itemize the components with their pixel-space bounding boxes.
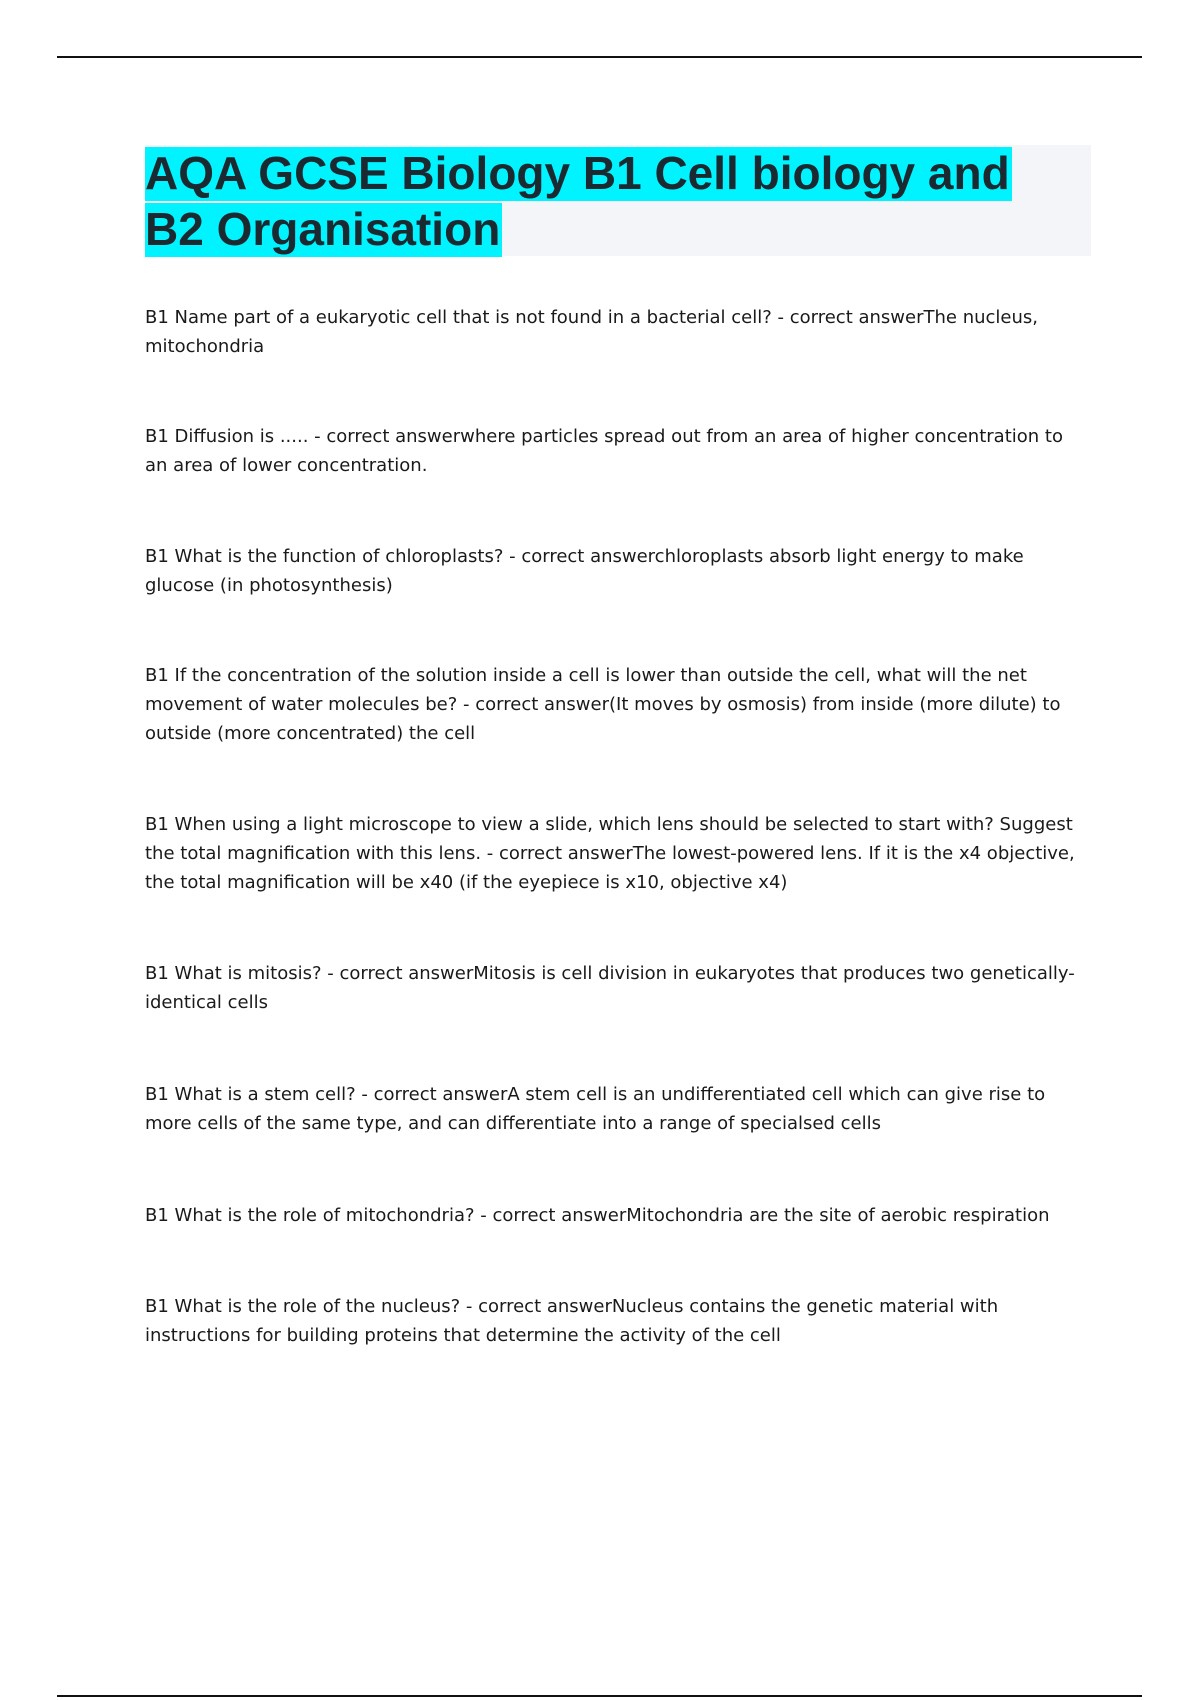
page-title-line-2: B2 Organisation bbox=[145, 203, 501, 255]
bottom-rule bbox=[57, 1695, 1142, 1697]
qa-item-6: B1 What is mitosis? - correct answerMitosis is cell division in eukaryotes that produces two genetically-identical cells bbox=[145, 963, 1075, 1013]
qa-item-4: B1 If the concentration of the solution inside a cell is lower than outside the cell, what will the net movement of water molecules be? - correct answer(It moves by osmosis) from inside (more dilute) to outside (more concentrated) the cell bbox=[145, 665, 1061, 744]
qa-item-3: B1 What is the function of chloroplasts? - correct answerchloroplasts absorb light energy to make glucose (in photosynthesis) bbox=[145, 546, 1024, 596]
page-title-line-1: AQA GCSE Biology B1 Cell biology and bbox=[145, 147, 1010, 199]
title-block bbox=[145, 145, 1091, 256]
qa-item-9: B1 What is the role of the nucleus? - correct answerNucleus contains the genetic material with instructions for building proteins that determine the activity of the cell bbox=[145, 1296, 999, 1346]
qa-item-8: B1 What is the role of mitochondria? - correct answerMitochondria are the site of aerobic respiration bbox=[145, 1205, 1050, 1226]
top-rule bbox=[57, 56, 1142, 58]
qa-item-1: B1 Name part of a eukaryotic cell that is not found in a bacterial cell? - correct answerThe nucleus, mitochondria bbox=[145, 307, 1038, 357]
qa-item-5: B1 When using a light microscope to view a slide, which lens should be selected to start with? Suggest the total magnification with this lens. - correct answerThe lowest-powered lens. If it is the x4 objective, the total magnification will be x40 (if the eyepiece is x10, objective x4) bbox=[145, 814, 1075, 893]
page-title bbox=[145, 145, 1091, 257]
qa-item-2: B1 Diffusion is ..... - correct answerwhere particles spread out from an area of higher concentration to an area of lower concentration. bbox=[145, 426, 1063, 476]
qa-item-7: B1 What is a stem cell? - correct answerA stem cell is an undifferentiated cell which can give rise to more cells of the same type, and can differentiate into a range of specialsed cells bbox=[145, 1084, 1046, 1134]
